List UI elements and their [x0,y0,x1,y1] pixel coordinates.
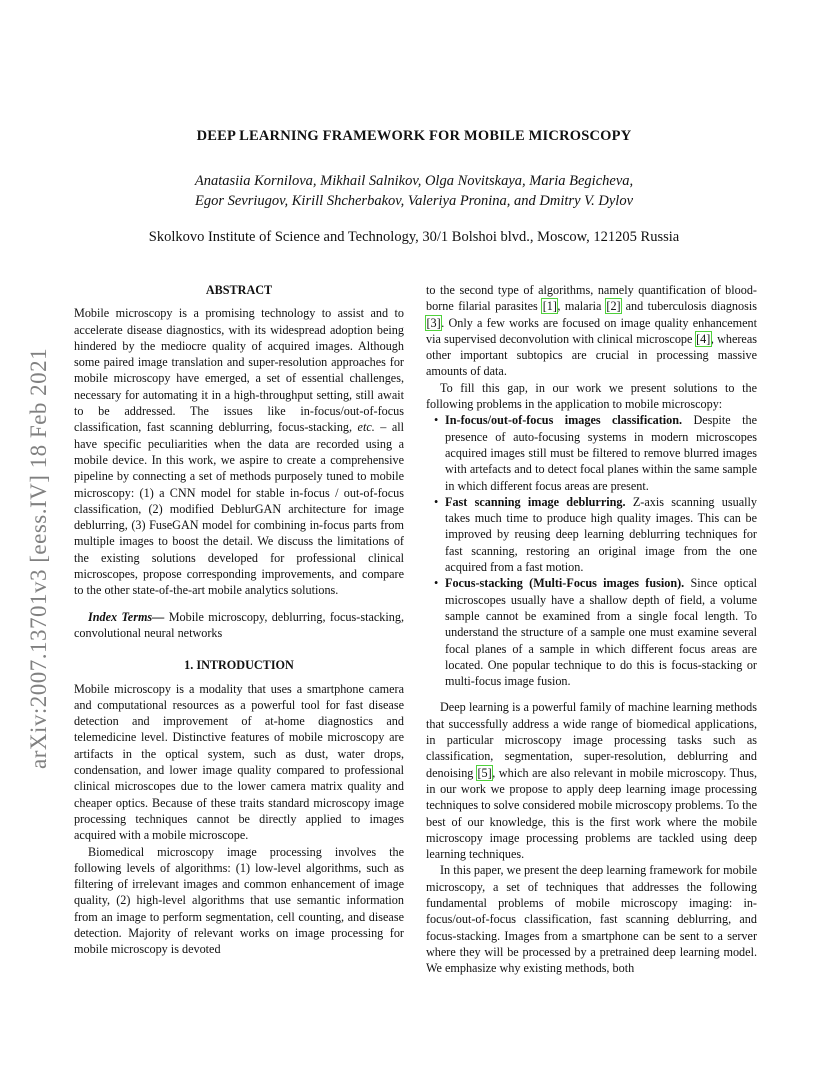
intro-paragraph-1: Mobile microscopy is a modality that uses a smartphone camera and computational resources as a powerful tool for fast disease detection and improvement of at-home diagnostics and telemedicine level. Distinctive features of mobile microscopy are artifacts in the optical system, such as dust, water drops, condensation, and lower image quality compared to professional clinical microscopes due to the lower camera matrix quality and cheaper optics. Because of these traits standard microscopy image processing techniques cannot be directly applied to images acquired with a mobile microscope. [74,681,404,843]
list-item [426,412,757,493]
citation-link-4[interactable]: [4] [696,331,711,346]
list-item-title: In-focus/out-of-focus images classification. [445,413,683,428]
list-item [426,494,757,575]
text-run: Deep learning is a powerful family of machine learning methods that successfully address a wide range of biomedical applications, in particular microscopy image processing tasks such as classification, segmentation, super-resolution, deblurring and denoising [426,700,757,780]
text-run: , which are also relevant in mobile microscopy. Thus, in our work we propose to apply deep learning image processing techniques to solve considered mobile microscopy problems. To the best of our knowledge, this is the first work where the mobile microscopy image processing problems are tackled using deep learning techniques. [426,765,757,862]
author-list [0,171,828,211]
affiliation: Skolkovo Institute of Science and Technology, 30/1 Bolshoi blvd., Moscow, 121205 Russia [148,229,680,245]
abstract-text-1: Mobile microscopy is a promising technology to assist and to accelerate disease diagnostics, with its widespread adoption being hindered by the mediocre quality of acquired images. Although some paired image translation and super-resolution approaches for mobile microscopy have emerged, a set of essential challenges, necessary for automating it in a high-throughput setting, still await to be addressed. The issues like in-focus/out-of-focus classification, fast scanning deblurring, focus-stacking, [74,306,404,435]
intro-paragraph-6: In this paper, we present the deep learning framework for mobile microscopy, a set of techniques that addresses the following fundamental problems of mobile microscopy imaging: in-focus/out-of-focus classification, fast scanning deblurring, and focus-stacking. Images from a smartphone can be sent to a server where they will be processed by a pretrained deep learning model. We emphasize why existing methods, both [426,863,757,976]
text-run: , malaria [557,299,606,314]
abstract-heading: ABSTRACT [205,283,273,297]
citation-link-2[interactable]: [2] [606,299,621,314]
abstract-paragraph [74,305,404,598]
authors-line-2: Egor Sevriugov, Kirill Shcherbakov, Valeriya Pronina, and Dmitry V. Dylov [194,193,634,209]
introduction-heading: 1. INTRODUCTION [184,658,294,673]
text-run: and tuberculosis diagnosis [621,299,757,314]
paper-title: DEEP LEARNING FRAMEWORK FOR MOBILE MICROSCOPY [196,128,632,144]
index-terms-label: Index Terms— [88,609,165,624]
citation-link-5[interactable]: [5] [477,765,492,780]
list-item-text: Since optical microscopes usually have a shallow depth of field, a volume sample cannot be examined from a single focal length. To understand the structure of a sample one must examine several focal planes of a sample in which different focus areas are located. One popular technique to do this is focus-stacking or multi-focus image fusion. [445,576,757,689]
right-column [426,282,757,976]
index-terms [74,609,404,642]
abstract-etc: etc. [357,420,375,435]
citation-link-1[interactable]: [1] [542,299,557,314]
list-item-text: Z-axis scanning usually takes much time to produce high quality images. This can be improved by reusing deep learning deblurring techniques for fast scanning, restoring an original image from the one acquired from a fast motion. [445,494,757,575]
list-item-text: Despite the presence of auto-focusing systems in modern microscopes acquired images still must be filtered to remove blurred images with artefacts and to detect focal planes within the same sample in which different focus areas are present. [445,413,757,493]
arxiv-identifier: arXiv:2007.13701v3 [eess.IV] 18 Feb 2021 [26,347,51,769]
list-item-title: Fast scanning image deblurring. [445,494,626,509]
text-run: to the second type of algorithms, namely quantification of blood-borne filarial parasites [426,283,757,314]
citation-link-3[interactable]: [3] [426,315,441,330]
problem-list [426,412,757,689]
intro-paragraph-3 [426,282,757,380]
intro-paragraph-5 [426,699,757,862]
intro-paragraph-4: To fill this gap, in our work we present solutions to the following problems in the application to mobile microscopy: [426,380,757,412]
list-item [426,575,757,689]
index-terms-text: Mobile microscopy, deblurring, focus-stacking, convolutional neural networks [74,609,404,640]
text-run: , whereas other important subtopics are crucial in processing massive amounts of data. [426,331,757,379]
abstract-text-2: – all have specific peculiarities when the data are recorded using a mobile device. In this work, we aspire to create a comprehensive pipeline by connecting a set of methods purposely tuned to mobile microscopy: (1) a CNN model for stable in-focus / out-of-focus classification, (2) modified DeblurGAN architecture for image deblurring, (3) FuseGAN model for combining in-focus parts from multiple images to boost the detail. We discuss the limitations of the existing solutions developed for professional clinical microscopes, propose corresponding improvements, and compare to the other state-of-the-art mobile analytics solutions. [74,420,405,598]
list-item-title: Focus-stacking (Multi-Focus images fusion). [445,576,685,591]
authors-line-1: Anatasiia Kornilova, Mikhail Salnikov, Olga Novitskaya, Maria Begicheva, [194,173,634,189]
text-run: . Only a few works are focused on image quality enhancement via supervised deconvolution with clinical microscope [426,315,757,346]
intro-paragraph-2: Biomedical microscopy image processing involves the following levels of algorithms: (1) low-level algorithms, such as filtering of irrelevant images and common enhancement of image quality, (2) high-level algorithms that use semantic information from an image to perform segmentation, cell counting, and disease detection. Majority of relevant works on image processing for mobile microscopy is devoted [74,844,404,957]
left-column [74,282,404,958]
